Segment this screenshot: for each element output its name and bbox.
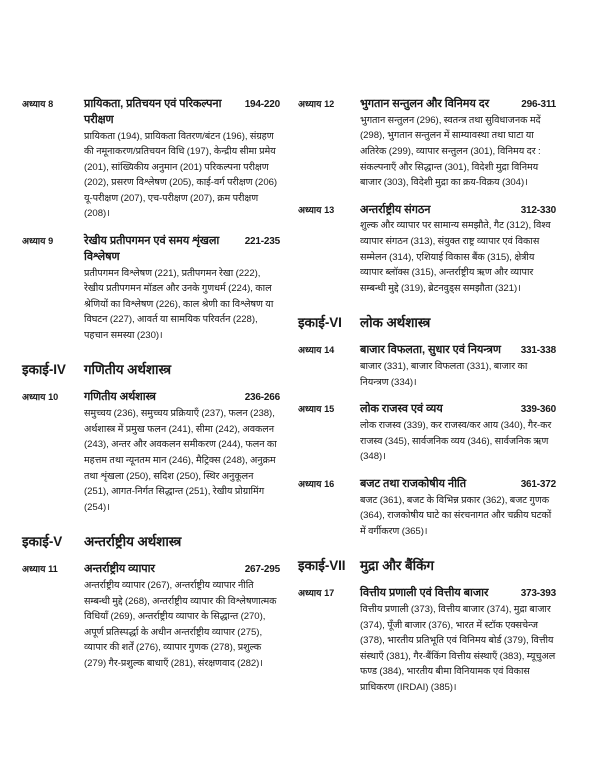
unit-title: लोक अर्थशास्त्र <box>360 315 431 331</box>
unit-number-label: इकाई-VII <box>298 558 346 574</box>
toc-chapter-entry[interactable] <box>298 202 556 297</box>
toc-chapter-entry[interactable] <box>22 389 280 515</box>
chapter-heading <box>298 96 556 113</box>
unit-number-label: इकाई-VI <box>298 315 342 331</box>
chapter-page-range: 312-330 <box>520 204 556 216</box>
chapter-topic-list: लोक राजस्व (339), कर राजस्व/कर आय (340), गैर-कर राजस्व (345), सार्वजनिक व्यय (346), सार्वजनिक ऋण (348)। <box>360 420 552 463</box>
chapter-title: वित्तीय प्रणाली एवं वित्तीय बाजार <box>360 587 489 600</box>
chapter-title-wrap <box>360 203 556 219</box>
chapter-heading <box>298 401 556 418</box>
chapter-title: भुगतान सन्तुलन और विनिमय दर <box>360 98 490 110</box>
chapter-title-wrap <box>84 562 280 578</box>
chapter-topic-list: भुगतान सन्तुलन (296), स्वतन्त्र तथा सुविधाजनक मदें (298), भुगतान सन्तुलन में साम्यावस्था तथा घाटा या अतिरेक (299), व्यापार सन्तुलन (301), विनिमय दर : संकल्पनाएँ और सिद्धान्त (301), विदेशी मुद्रा विनिमय बाजार (303), विदेशी मुद्रा का क्रय-विक्रय (304)। <box>360 114 541 189</box>
chapter-title-row <box>360 402 556 418</box>
chapter-number-label: अध्याय 13 <box>298 204 335 215</box>
chapter-number-label: अध्याय 17 <box>298 588 335 599</box>
chapter-title: प्रायिकता, प्रतिचयन एवं परिकल्पना परीक्षण <box>84 98 222 126</box>
toc-chapter-entry[interactable] <box>22 96 280 222</box>
chapter-topic-list: वित्तीय प्रणाली (373), वित्तीय बाजार (374), मुद्रा बाजार (374), पूँजी बाजार (376), भारत में स्टॉक एक्सचेन्ज (378), भारतीय प्रतिभूति एवं विनिमय बोर्ड (379), वित्तीय संस्थाएँ (381), गैर-बैंकिंग वित्तीय संस्थाएँ (383), म्यूचुअल फण्ड (384), भारतीय बीमा विनियामक एवं विकास प्राधिकरण (IRDAI) (385)। <box>360 604 556 693</box>
unit-title: गणितीय अर्थशास्त्र <box>84 362 171 378</box>
unit-number-label: इकाई-V <box>22 534 63 550</box>
chapter-title-wrap <box>360 477 556 493</box>
chapter-title: बजट तथा राजकोषीय नीति <box>360 477 467 490</box>
chapter-number-label: अध्याय 15 <box>298 404 335 415</box>
chapter-title-row <box>360 477 556 493</box>
toc-chapter-entry[interactable] <box>298 585 556 695</box>
chapter-heading <box>298 585 556 602</box>
chapter-page-range: 194-220 <box>244 99 280 110</box>
chapter-page-range: 267-295 <box>244 564 280 576</box>
unit-heading <box>22 360 280 378</box>
chapter-title-row <box>84 97 280 129</box>
chapter-heading <box>22 96 280 129</box>
unit-title: अन्तर्राष्ट्रीय अर्थशास्त्र <box>84 534 182 550</box>
chapter-number-label: अध्याय 14 <box>298 345 335 356</box>
toc-chapter-entry[interactable] <box>22 561 280 671</box>
chapter-topic-list: प्रतीपगमन विश्लेषण (221), प्रतीपगमन रेखा (222), रेखीय प्रतीपगमन मॉडल और उनके गुणधर्म (224), काल श्रेणियों का विश्लेषण (226), काल श्रेणी का विश्लेषण या विघटन (227), आवर्त या सामयिक परिवर्तन (228), पहचान समस्या (230)। <box>84 267 274 341</box>
chapter-page-range: 221-235 <box>244 236 280 247</box>
toc-chapter-entry[interactable] <box>298 476 556 540</box>
chapter-heading <box>22 389 280 406</box>
chapter-topic-list: शुल्क और व्यापार पर सामान्य समझौते, गैट (312), विश्व व्यापार संगठन (313), संयुक्त राष्ट्र व्यापार एवं विकास सम्मेलन (314), एशियाई विकास बैंक (315), क्षेत्रीय व्यापार ब्लॉक्स (315), अन्तर्राष्ट्रीय ऋण और व्यापार सम्बन्धी मुद्दे (319), ब्रेटनवुड्स समझौता (321)। <box>360 220 551 294</box>
unit-heading <box>298 313 556 331</box>
unit-number-label: इकाई-IV <box>22 362 66 378</box>
unit-heading <box>22 532 280 550</box>
chapter-title-row <box>84 562 280 578</box>
toc-columns <box>22 96 578 695</box>
chapter-heading <box>22 561 280 578</box>
chapter-title-row <box>360 343 556 359</box>
unit-title: मुद्रा और बैंकिंग <box>360 558 434 574</box>
chapter-title: रेखीय प्रतीपगमन एवं समय शृंखला विश्लेषण <box>84 235 220 263</box>
chapter-number-label: अध्याय 11 <box>22 564 58 575</box>
toc-chapter-entry[interactable] <box>298 342 556 390</box>
chapter-number-label: अध्याय 8 <box>22 99 54 109</box>
chapter-page-range: 373-393 <box>520 588 556 600</box>
chapter-title: बाजार विफलता, सुधार एवं नियन्त्रण <box>360 344 501 357</box>
chapter-title-wrap <box>84 234 280 266</box>
chapter-title: लोक राजस्व एवं व्यय <box>360 403 443 416</box>
chapter-page-range: 236-266 <box>244 392 280 404</box>
chapter-title: अन्तर्राष्ट्रीय व्यापार <box>84 563 155 576</box>
chapter-title-wrap <box>84 97 280 129</box>
chapter-title-row <box>360 203 556 219</box>
chapter-number-label: अध्याय 9 <box>22 236 54 246</box>
chapter-heading <box>298 476 556 493</box>
chapter-number-label: अध्याय 16 <box>298 478 335 489</box>
chapter-number-label: अध्याय 10 <box>22 392 59 403</box>
chapter-topic-list: बाजार (331), बाजार विफलता (331), बाजार का नियन्त्रण (334)। <box>360 361 528 388</box>
chapter-title: गणितीय अर्थशास्त्र <box>84 391 156 404</box>
toc-right-column <box>298 96 556 695</box>
unit-heading <box>298 556 556 574</box>
chapter-topic-list: प्रायिकता (194), प्रायिकता वितरण/बंटन (196), संग्रहण की नमूनाकरण/प्रतिचयन विधि (197), केन्द्रीय सीमा प्रमेय (201), सांख्यिकीय अनुमान (201) परिकल्पना परीक्षण (202), प्रसरण विश्लेषण (205), काई-वर्ग परीक्षण (206) यू-परीक्षण (207), एच-परीक्षण (207), क्रम परीक्षण (208)। <box>84 130 278 220</box>
toc-chapter-entry[interactable] <box>298 401 556 465</box>
chapter-heading <box>298 342 556 359</box>
chapter-title-row <box>360 97 556 113</box>
chapter-heading <box>298 202 556 219</box>
toc-chapter-entry[interactable] <box>22 233 280 343</box>
chapter-page-range: 296-311 <box>521 99 556 110</box>
chapter-title-row <box>84 390 280 406</box>
chapter-title-wrap <box>84 390 280 406</box>
chapter-title-row <box>84 234 280 266</box>
toc-chapter-entry[interactable] <box>298 96 556 191</box>
chapter-title: अन्तर्राष्ट्रीय संगठन <box>360 203 431 216</box>
chapter-page-range: 331-338 <box>520 345 556 357</box>
chapter-number-label: अध्याय 12 <box>298 99 335 109</box>
chapter-title-wrap <box>360 97 556 113</box>
chapter-topic-list: समुच्चय (236), समुच्चय प्रक्रियाएँ (237), फलन (238), अर्थशास्त्र में प्रमुख फलन (241), सीमा (242), अवकलन (243), अन्तर और अवकलन समीकरण (244), फलन का महत्तम तथा न्यूनतम मान (246), मैट्रिक्स (248), अनुक्रम तथा शृंखला (250), सदिश (250), स्थिर अनुकूलन (251), आगत-निर्गत सिद्धान्त (251), रेखीय प्रोग्रामिंग (254)। <box>84 408 277 513</box>
chapter-topic-list: बजट (361), बजट के विभिन्न प्रकार (362), बजट गुणक (364), राजकोषीय घाटे का संरचनागत और चक्रीय घटकों में वर्गीकरण (365)। <box>360 494 552 537</box>
chapter-topic-list: अन्तर्राष्ट्रीय व्यापार (267), अन्तर्राष्ट्रीय व्यापार नीति सम्बन्धी मुद्दे (268), अन्तर्राष्ट्रीय व्यापार की विश्लेषणात्मक विधियाँ (269), अन्तर्राष्ट्रीय व्यापार के सिद्धान्त (270), अपूर्ण प्रतिस्पर्द्धा के अधीन अन्तर्राष्ट्रीय व्यापार (275), व्यापार की शर्तें (276), व्यापार गुणक (278), प्रशुल्क (279) गैर-प्रशुल्क बाधाएँ (281), संरक्षणवाद (282)। <box>84 580 277 669</box>
chapter-page-range: 361-372 <box>520 478 556 490</box>
chapter-heading <box>22 233 280 266</box>
chapter-page-range: 339-360 <box>520 404 556 416</box>
chapter-title-row <box>360 586 556 602</box>
chapter-title-wrap <box>360 586 556 602</box>
toc-left-column <box>22 96 280 671</box>
chapter-title-wrap <box>360 402 556 418</box>
chapter-title-wrap <box>360 343 556 359</box>
